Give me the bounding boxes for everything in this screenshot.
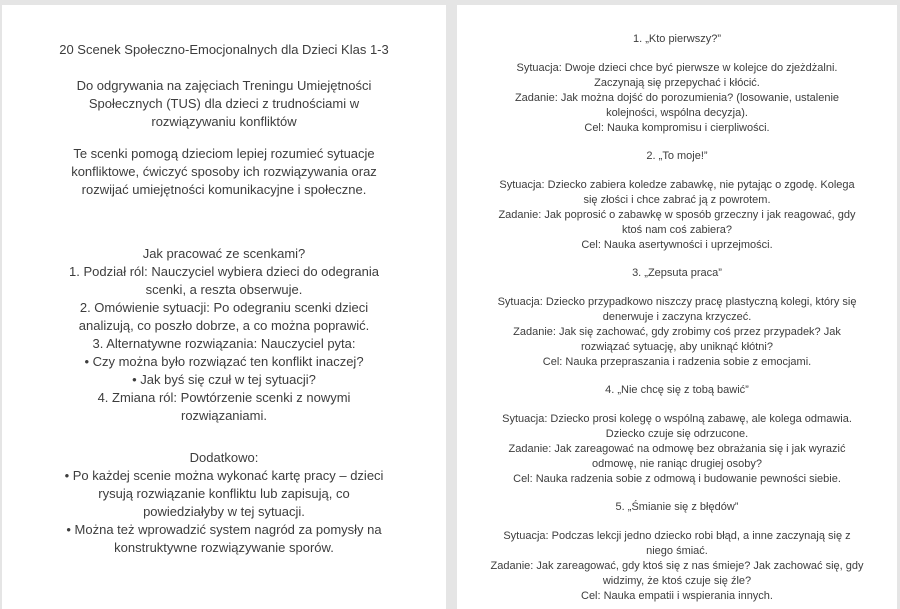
- text-line: Sytuacja: Podczas lekcji jedno dziecko robi błąd, a inne zaczynają się z: [503, 530, 851, 542]
- document-title: 20 Scenek Społeczno-Emocjonalnych dla Dzieci Klas 1-3: [59, 42, 389, 57]
- text-line: Zadanie: Jak zareagować na odmowę bez obrażania się i jak wyrazić: [508, 443, 846, 455]
- text-line: konfliktowe, ćwiczyć sposoby ich rozwiązywania oraz: [71, 164, 377, 179]
- scenario-3: [467, 266, 887, 370]
- text-line: Cel: Nauka radzenia sobie z odmową i budowanie pewności siebie.: [513, 473, 841, 485]
- document-page-1[interactable]: [2, 5, 446, 609]
- text-line: odmowę, nie raniąc drugiej osoby?: [592, 458, 762, 470]
- text-line: Sytuacja: Dziecko przypadkowo niszczy pracę plastyczną kolegi, który się: [497, 296, 857, 308]
- text-line: konstruktywne rozwiązywanie sporów.: [114, 540, 334, 555]
- text-line: się złości i chce zabrać ją z powrotem.: [583, 194, 771, 206]
- text-line: rozwiązaniami.: [181, 408, 267, 423]
- text-line: Sytuacja: Dziecko prosi kolegę o wspólną zabawę, ale kolega odmawia.: [502, 413, 852, 425]
- text-line: 1. Podział ról: Nauczyciel wybiera dzieci do odegrania: [69, 264, 379, 279]
- bullet-line: • Jak byś się czuł w tej sytuacji?: [132, 372, 316, 387]
- text-line: Te scenki pomogą dzieciom lepiej rozumieć sytuacje: [73, 146, 375, 161]
- text-line: 3. Alternatywne rozwiązania: Nauczyciel pyta:: [92, 336, 356, 351]
- text-line: rozwiązywaniu konfliktów: [151, 114, 297, 129]
- text-line: Zadanie: Jak się zachować, gdy zrobimy coś przez przypadek? Jak: [513, 326, 841, 338]
- text-line: Zadanie: Jak poprosić o zabawkę w sposób grzeczny i jak reagować, gdy: [498, 209, 856, 221]
- text-line: powiedziałyby w tej sytuacji.: [143, 504, 305, 519]
- text-line: rozwijać umiejętności komunikacyjne i społeczne.: [81, 182, 367, 197]
- additional-section: [20, 449, 428, 557]
- scenario-5: [467, 500, 887, 604]
- text-line: rozwiązać sytuację, aby uniknąć kłótni?: [581, 341, 773, 353]
- document-page-2[interactable]: [457, 5, 897, 609]
- bullet-line: • Można też wprowadzić system nagród za pomysły na: [66, 522, 382, 537]
- text-line: scenki, a reszta obserwuje.: [145, 282, 303, 297]
- text-line: Dziecko czuje się odrzucone.: [605, 428, 749, 440]
- text-line: analizują, co poszło dobrze, a co można poprawić.: [78, 318, 370, 333]
- scenario-heading: 5. „Śmianie się z błędów”: [615, 501, 739, 513]
- text-line: Cel: Nauka przepraszania i radzenia sobie z emocjami.: [542, 356, 812, 368]
- text-line: Cel: Nauka empatii i wspierania innych.: [581, 590, 773, 602]
- text-line: Cel: Nauka asertywności i uprzejmości.: [581, 239, 773, 251]
- text-line: kolejności, wspólna decyzja).: [606, 107, 748, 119]
- text-line: Zadanie: Jak można dojść do porozumienia? (losowanie, ustalenie: [514, 92, 840, 104]
- additional-heading: Dodatkowo:: [189, 450, 259, 465]
- text-line: Do odgrywania na zajęciach Treningu Umiejętności: [76, 78, 372, 93]
- scenario-heading: 2. „To moje!”: [646, 150, 708, 162]
- scenario-2: [467, 149, 887, 253]
- text-line: Sytuacja: Dziecko zabiera koledze zabawkę, nie pytając o zgodę. Kolega: [499, 179, 855, 191]
- scenario-heading: 4. „Nie chcę się z tobą bawić”: [605, 384, 749, 396]
- text-line: Zadanie: Jak zareagować, gdy ktoś się z nas śmieje? Jak zachować się, gdy: [490, 560, 864, 572]
- text-line: 2. Omówienie sytuacji: Po odegraniu scenki dzieci: [79, 300, 369, 315]
- how-to-heading: Jak pracować ze scenkami?: [142, 246, 306, 261]
- intro-paragraph-1: [20, 77, 428, 131]
- text-line: niego śmiać.: [646, 545, 708, 557]
- bullet-line: • Czy można było rozwiązać ten konflikt inaczej?: [84, 354, 364, 369]
- how-to-section: [20, 245, 428, 425]
- text-line: Cel: Nauka kompromisu i cierpliwości.: [584, 122, 770, 134]
- text-line: ktoś nam coś zabiera?: [621, 224, 733, 236]
- scenario-1: [467, 32, 887, 136]
- text-line: Sytuacja: Dwoje dzieci chce być pierwsze w kolejce do zjeżdżalni.: [516, 62, 838, 74]
- text-line: denerwuje i zaczyna krzyczeć.: [602, 311, 752, 323]
- text-line: Zaczynają się przepychać i kłócić.: [594, 77, 760, 89]
- scenario-heading: 1. „Kto pierwszy?”: [632, 33, 722, 45]
- text-line: widzimy, że ktoś czuje się źle?: [602, 575, 752, 587]
- scenario-heading: 3. „Zepsuta praca”: [632, 267, 722, 279]
- text-line: 4. Zmiana ról: Powtórzenie scenki z nowymi: [97, 390, 351, 405]
- text-line: rysują rozwiązanie konfliktu lub zapisują, co: [98, 486, 350, 501]
- intro-paragraph-2: [20, 145, 428, 199]
- bullet-line: • Po każdej scenie można wykonać kartę pracy – dzieci: [64, 468, 384, 483]
- text-line: Społecznych (TUS) dla dzieci z trudnościami w: [88, 96, 360, 111]
- scenario-4: [467, 383, 887, 487]
